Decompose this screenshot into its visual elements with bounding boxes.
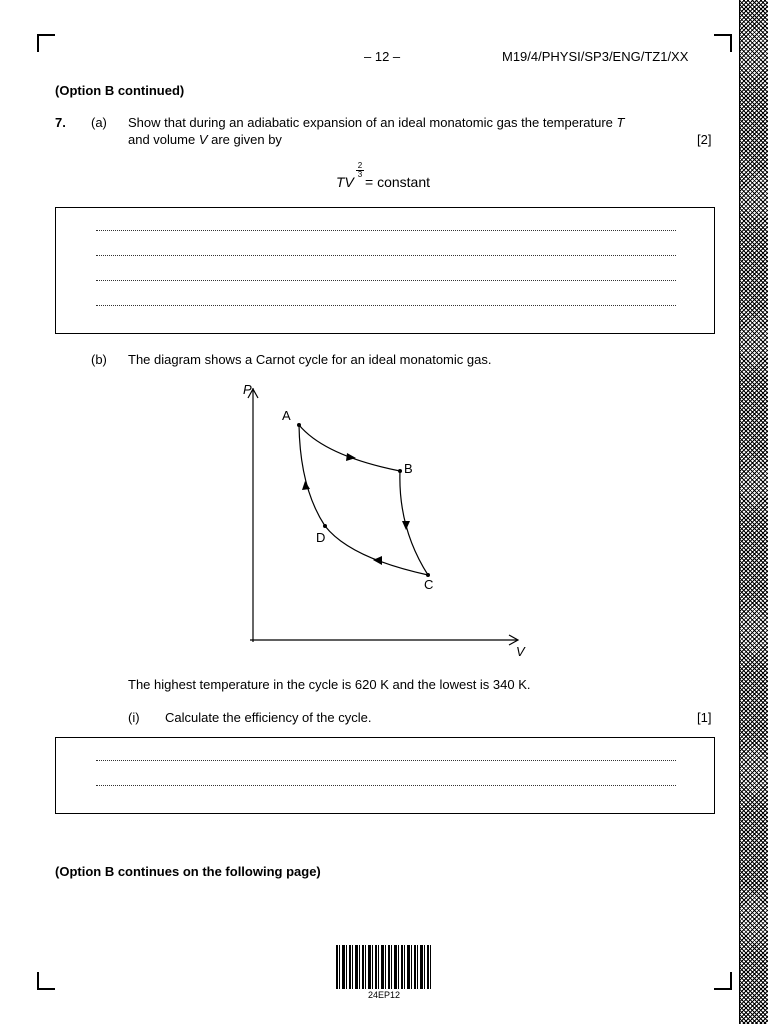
answer-line[interactable] bbox=[96, 255, 676, 256]
sub-i-text: Calculate the efficiency of the cycle. bbox=[165, 710, 372, 725]
part-a-label: (a) bbox=[91, 115, 107, 130]
formula-base: TV bbox=[336, 174, 354, 190]
crop-mark-top-left bbox=[37, 34, 55, 52]
adiabat-da bbox=[299, 425, 325, 526]
point-a bbox=[297, 423, 301, 427]
label-b: B bbox=[404, 461, 413, 476]
answer-line[interactable] bbox=[96, 280, 676, 281]
point-b bbox=[398, 469, 402, 473]
point-d bbox=[323, 524, 327, 528]
part-a-marks: [2] bbox=[697, 132, 712, 147]
arrow-ab bbox=[346, 453, 356, 461]
barcode-text: 24EP12 bbox=[367, 990, 401, 1000]
isotherm-cd bbox=[325, 526, 428, 575]
part-a-text-line1: Show that during an adiabatic expansion of an ideal monatomic gas the temperature T bbox=[128, 115, 625, 130]
hatched-margin bbox=[739, 0, 768, 1024]
arrow-cd bbox=[373, 556, 382, 565]
answer-box-a[interactable] bbox=[55, 207, 715, 334]
answer-line[interactable] bbox=[96, 760, 676, 761]
barcode bbox=[336, 945, 432, 989]
part-b-label: (b) bbox=[91, 352, 107, 367]
page-number: – 12 – bbox=[364, 49, 401, 64]
answer-line[interactable] bbox=[96, 305, 676, 306]
answer-line[interactable] bbox=[96, 230, 676, 231]
label-a: A bbox=[282, 408, 291, 423]
isotherm-ab bbox=[299, 425, 400, 471]
section-heading: (Option B continued) bbox=[55, 83, 185, 98]
label-d: D bbox=[316, 530, 326, 545]
footer-note: (Option B continues on the following page) bbox=[55, 864, 321, 879]
part-b-text: The diagram shows a Carnot cycle for an ideal monatomic gas. bbox=[128, 352, 492, 367]
label-c: C bbox=[424, 577, 434, 592]
temperature-text: The highest temperature in the cycle is 620 K and the lowest is 340 K. bbox=[128, 677, 531, 692]
paper-code: M19/4/PHYSI/SP3/ENG/TZ1/XX bbox=[502, 49, 689, 64]
formula-rhs: = constant bbox=[365, 174, 430, 190]
axis-label-p: P bbox=[243, 382, 252, 397]
arrow-bc bbox=[402, 521, 410, 530]
crop-mark-bottom-right bbox=[714, 972, 732, 990]
formula-exponent: 2 3 bbox=[357, 161, 363, 179]
carnot-diagram bbox=[230, 378, 530, 663]
crop-mark-bottom-left bbox=[37, 972, 55, 990]
answer-box-b-i[interactable] bbox=[55, 737, 715, 814]
sub-i-label: (i) bbox=[128, 710, 140, 725]
question-number: 7. bbox=[55, 115, 66, 130]
part-a-text-line2: and volume V are given by bbox=[128, 132, 282, 147]
answer-line[interactable] bbox=[96, 785, 676, 786]
axis-label-v: V bbox=[516, 644, 525, 659]
sub-i-marks: [1] bbox=[697, 710, 712, 725]
crop-mark-top-right bbox=[714, 34, 732, 52]
